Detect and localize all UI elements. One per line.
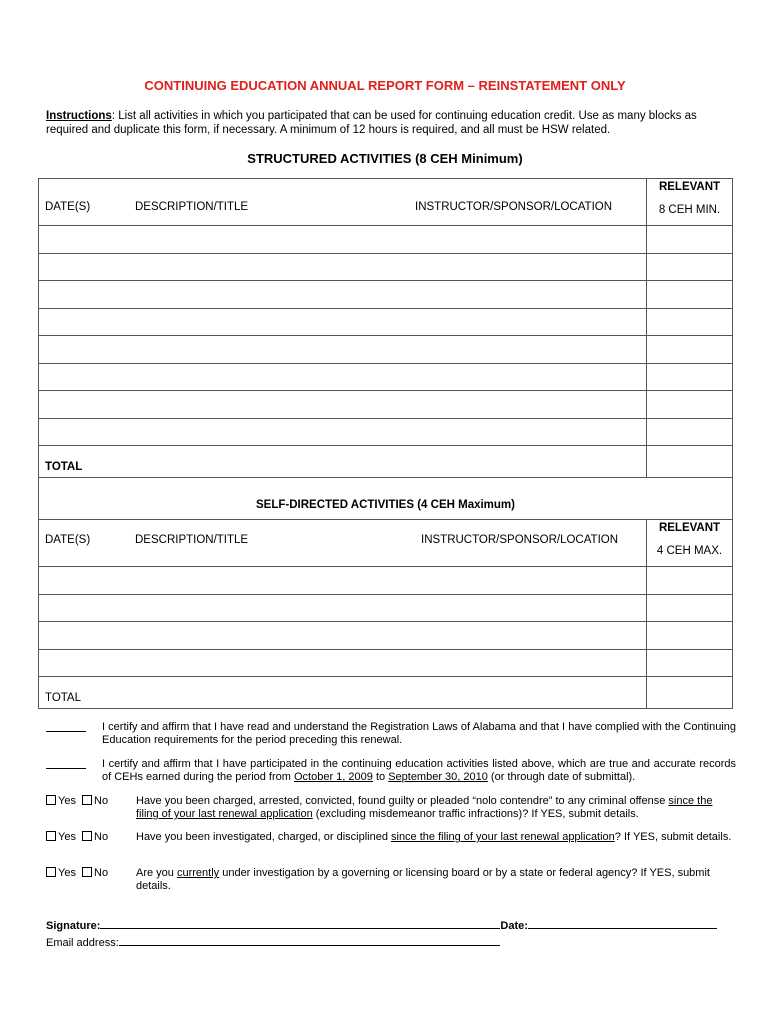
question-disciplined-text: Have you been investigated, charged, or disciplined since the filing of your last renewal application? If YES, submit details. xyxy=(136,831,732,843)
structured-entry-cell[interactable] xyxy=(39,308,647,336)
no-checkbox[interactable] xyxy=(82,795,92,805)
col-description: DESCRIPTION/TITLE xyxy=(135,201,249,213)
signature-label: Signature: xyxy=(46,920,101,932)
signature-row xyxy=(46,918,736,933)
col-relevant xyxy=(647,179,733,226)
structured-total-value[interactable] xyxy=(647,446,733,478)
self-directed-title-row xyxy=(39,478,733,520)
structured-row xyxy=(39,253,733,281)
self-directed-relevant-cell[interactable] xyxy=(647,567,733,595)
col-relevant-sub: 8 CEH MIN. xyxy=(658,203,721,216)
self-directed-entry-cell[interactable] xyxy=(39,622,647,650)
self-directed-total-label: TOTAL xyxy=(39,677,647,709)
form-title: CONTINUING EDUCATION ANNUAL REPORT FORM – REINSTATEMENT ONLY xyxy=(144,78,626,93)
self-directed-header-row xyxy=(39,520,733,567)
structured-relevant-cell[interactable] xyxy=(647,281,733,309)
structured-row xyxy=(39,418,733,446)
instructions: Instructions: List all activities in which you participated that can be used for continuing education credit. Use as many blocks as required and duplicate this form, if necessary. A minimum of 12 hours is required, and all must be HSW related. xyxy=(46,110,697,136)
structured-header-cell xyxy=(39,179,647,226)
sd-col-instructor: INSTRUCTOR/SPONSOR/LOCATION xyxy=(421,534,619,546)
question-investigation-text: Are you currently under investigation by a governing or licensing board or by a state or federal agency? If YES, submit details. xyxy=(136,867,710,892)
structured-entry-cell[interactable] xyxy=(39,363,647,391)
question-disciplined-options: Yes No xyxy=(46,831,136,844)
self-directed-entry-cell[interactable] xyxy=(39,649,647,677)
yes-checkbox[interactable] xyxy=(46,795,56,805)
question-investigation xyxy=(46,867,736,893)
structured-relevant-cell[interactable] xyxy=(647,418,733,446)
self-directed-total-row xyxy=(39,677,733,709)
structured-row xyxy=(39,391,733,419)
structured-relevant-cell[interactable] xyxy=(647,336,733,364)
structured-total-row xyxy=(39,446,733,478)
question-investigation-options: Yes No xyxy=(46,867,136,880)
structured-entry-cell[interactable] xyxy=(39,226,647,254)
certification-2-text: I certify and affirm that I have participated in the continuing education activities listed above, which are true and accurate records of CEHs earned during the period from October 1, 2009 to September 30, 2010 (or through date of submittal). xyxy=(102,758,736,783)
structured-relevant-cell[interactable] xyxy=(647,308,733,336)
structured-entry-cell[interactable] xyxy=(39,418,647,446)
col-dates: DATE(S) xyxy=(45,201,91,213)
self-directed-title-cell xyxy=(39,478,733,520)
structured-title: STRUCTURED ACTIVITIES (8 CEH Minimum) xyxy=(247,151,523,166)
yes-checkbox[interactable] xyxy=(46,831,56,841)
date-label: Date: xyxy=(500,920,528,932)
structured-row xyxy=(39,226,733,254)
email-label: Email address: xyxy=(46,937,119,949)
self-directed-entry-cell[interactable] xyxy=(39,594,647,622)
sd-col-relevant-sub: 4 CEH MAX. xyxy=(656,544,723,557)
structured-row xyxy=(39,363,733,391)
structured-total-label: TOTAL xyxy=(39,446,647,478)
certification-1-text: I certify and affirm that I have read and understand the Registration Laws of Alabama and that I have complied with the Continuing Education requirements for the period preceding this renewal. xyxy=(102,721,736,746)
sd-col-dates: DATE(S) xyxy=(45,534,91,546)
structured-entry-cell[interactable] xyxy=(39,336,647,364)
structured-relevant-cell[interactable] xyxy=(647,391,733,419)
sd-col-description: DESCRIPTION/TITLE xyxy=(135,534,249,546)
instructions-label: Instructions xyxy=(46,110,112,122)
email-row xyxy=(46,935,736,950)
structured-entry-cell[interactable] xyxy=(39,253,647,281)
structured-entry-cell[interactable] xyxy=(39,391,647,419)
structured-relevant-cell[interactable] xyxy=(647,253,733,281)
structured-row xyxy=(39,336,733,364)
self-directed-row xyxy=(39,594,733,622)
yes-checkbox[interactable] xyxy=(46,867,56,877)
self-directed-row xyxy=(39,567,733,595)
structured-relevant-cell[interactable] xyxy=(647,226,733,254)
question-criminal xyxy=(46,795,736,821)
structured-relevant-cell[interactable] xyxy=(647,363,733,391)
structured-header-row xyxy=(39,179,733,226)
no-checkbox[interactable] xyxy=(82,867,92,877)
self-directed-relevant-cell[interactable] xyxy=(647,594,733,622)
self-directed-relevant-cell[interactable] xyxy=(647,649,733,677)
question-criminal-text: Have you been charged, arrested, convicted, found guilty or pleaded “nolo contendre” to any criminal offense since the filing of your last renewal application (excluding misdemeanor traffic infractions)? If YES, submit details. xyxy=(136,795,713,820)
structured-row xyxy=(39,308,733,336)
sd-col-relevant xyxy=(647,520,733,567)
instructions-text: List all activities in which you participated that can be used for continuing education credit. Use as many blocks as required and duplicate this form, if necessary. A minimum of 12 hours is required, and all must be HSW related. xyxy=(46,110,697,136)
self-directed-title: SELF-DIRECTED ACTIVITIES (4 CEH Maximum) xyxy=(256,499,515,512)
self-directed-header-cell xyxy=(39,520,647,567)
sd-col-relevant-label: RELEVANT xyxy=(658,522,721,534)
certification-2-initials[interactable] xyxy=(46,758,86,769)
structured-entry-cell[interactable] xyxy=(39,281,647,309)
date-field[interactable] xyxy=(528,918,717,929)
self-directed-row xyxy=(39,622,733,650)
self-directed-row xyxy=(39,649,733,677)
period-from: October 1, 2009 xyxy=(294,771,373,783)
certification-2 xyxy=(46,758,736,784)
self-directed-entry-cell[interactable] xyxy=(39,567,647,595)
email-field[interactable] xyxy=(119,935,500,946)
structured-row xyxy=(39,281,733,309)
col-relevant-label: RELEVANT xyxy=(658,181,721,193)
question-criminal-options: Yes No xyxy=(46,795,136,808)
no-checkbox[interactable] xyxy=(82,831,92,841)
certification-1-initials[interactable] xyxy=(46,721,86,732)
period-to: September 30, 2010 xyxy=(388,771,488,783)
col-instructor: INSTRUCTOR/SPONSOR/LOCATION xyxy=(415,201,613,213)
certification-1 xyxy=(46,721,736,747)
self-directed-relevant-cell[interactable] xyxy=(647,622,733,650)
signature-field[interactable] xyxy=(100,918,500,929)
self-directed-total-value[interactable] xyxy=(647,677,733,709)
structured-table xyxy=(38,178,733,709)
question-disciplined xyxy=(46,831,736,844)
